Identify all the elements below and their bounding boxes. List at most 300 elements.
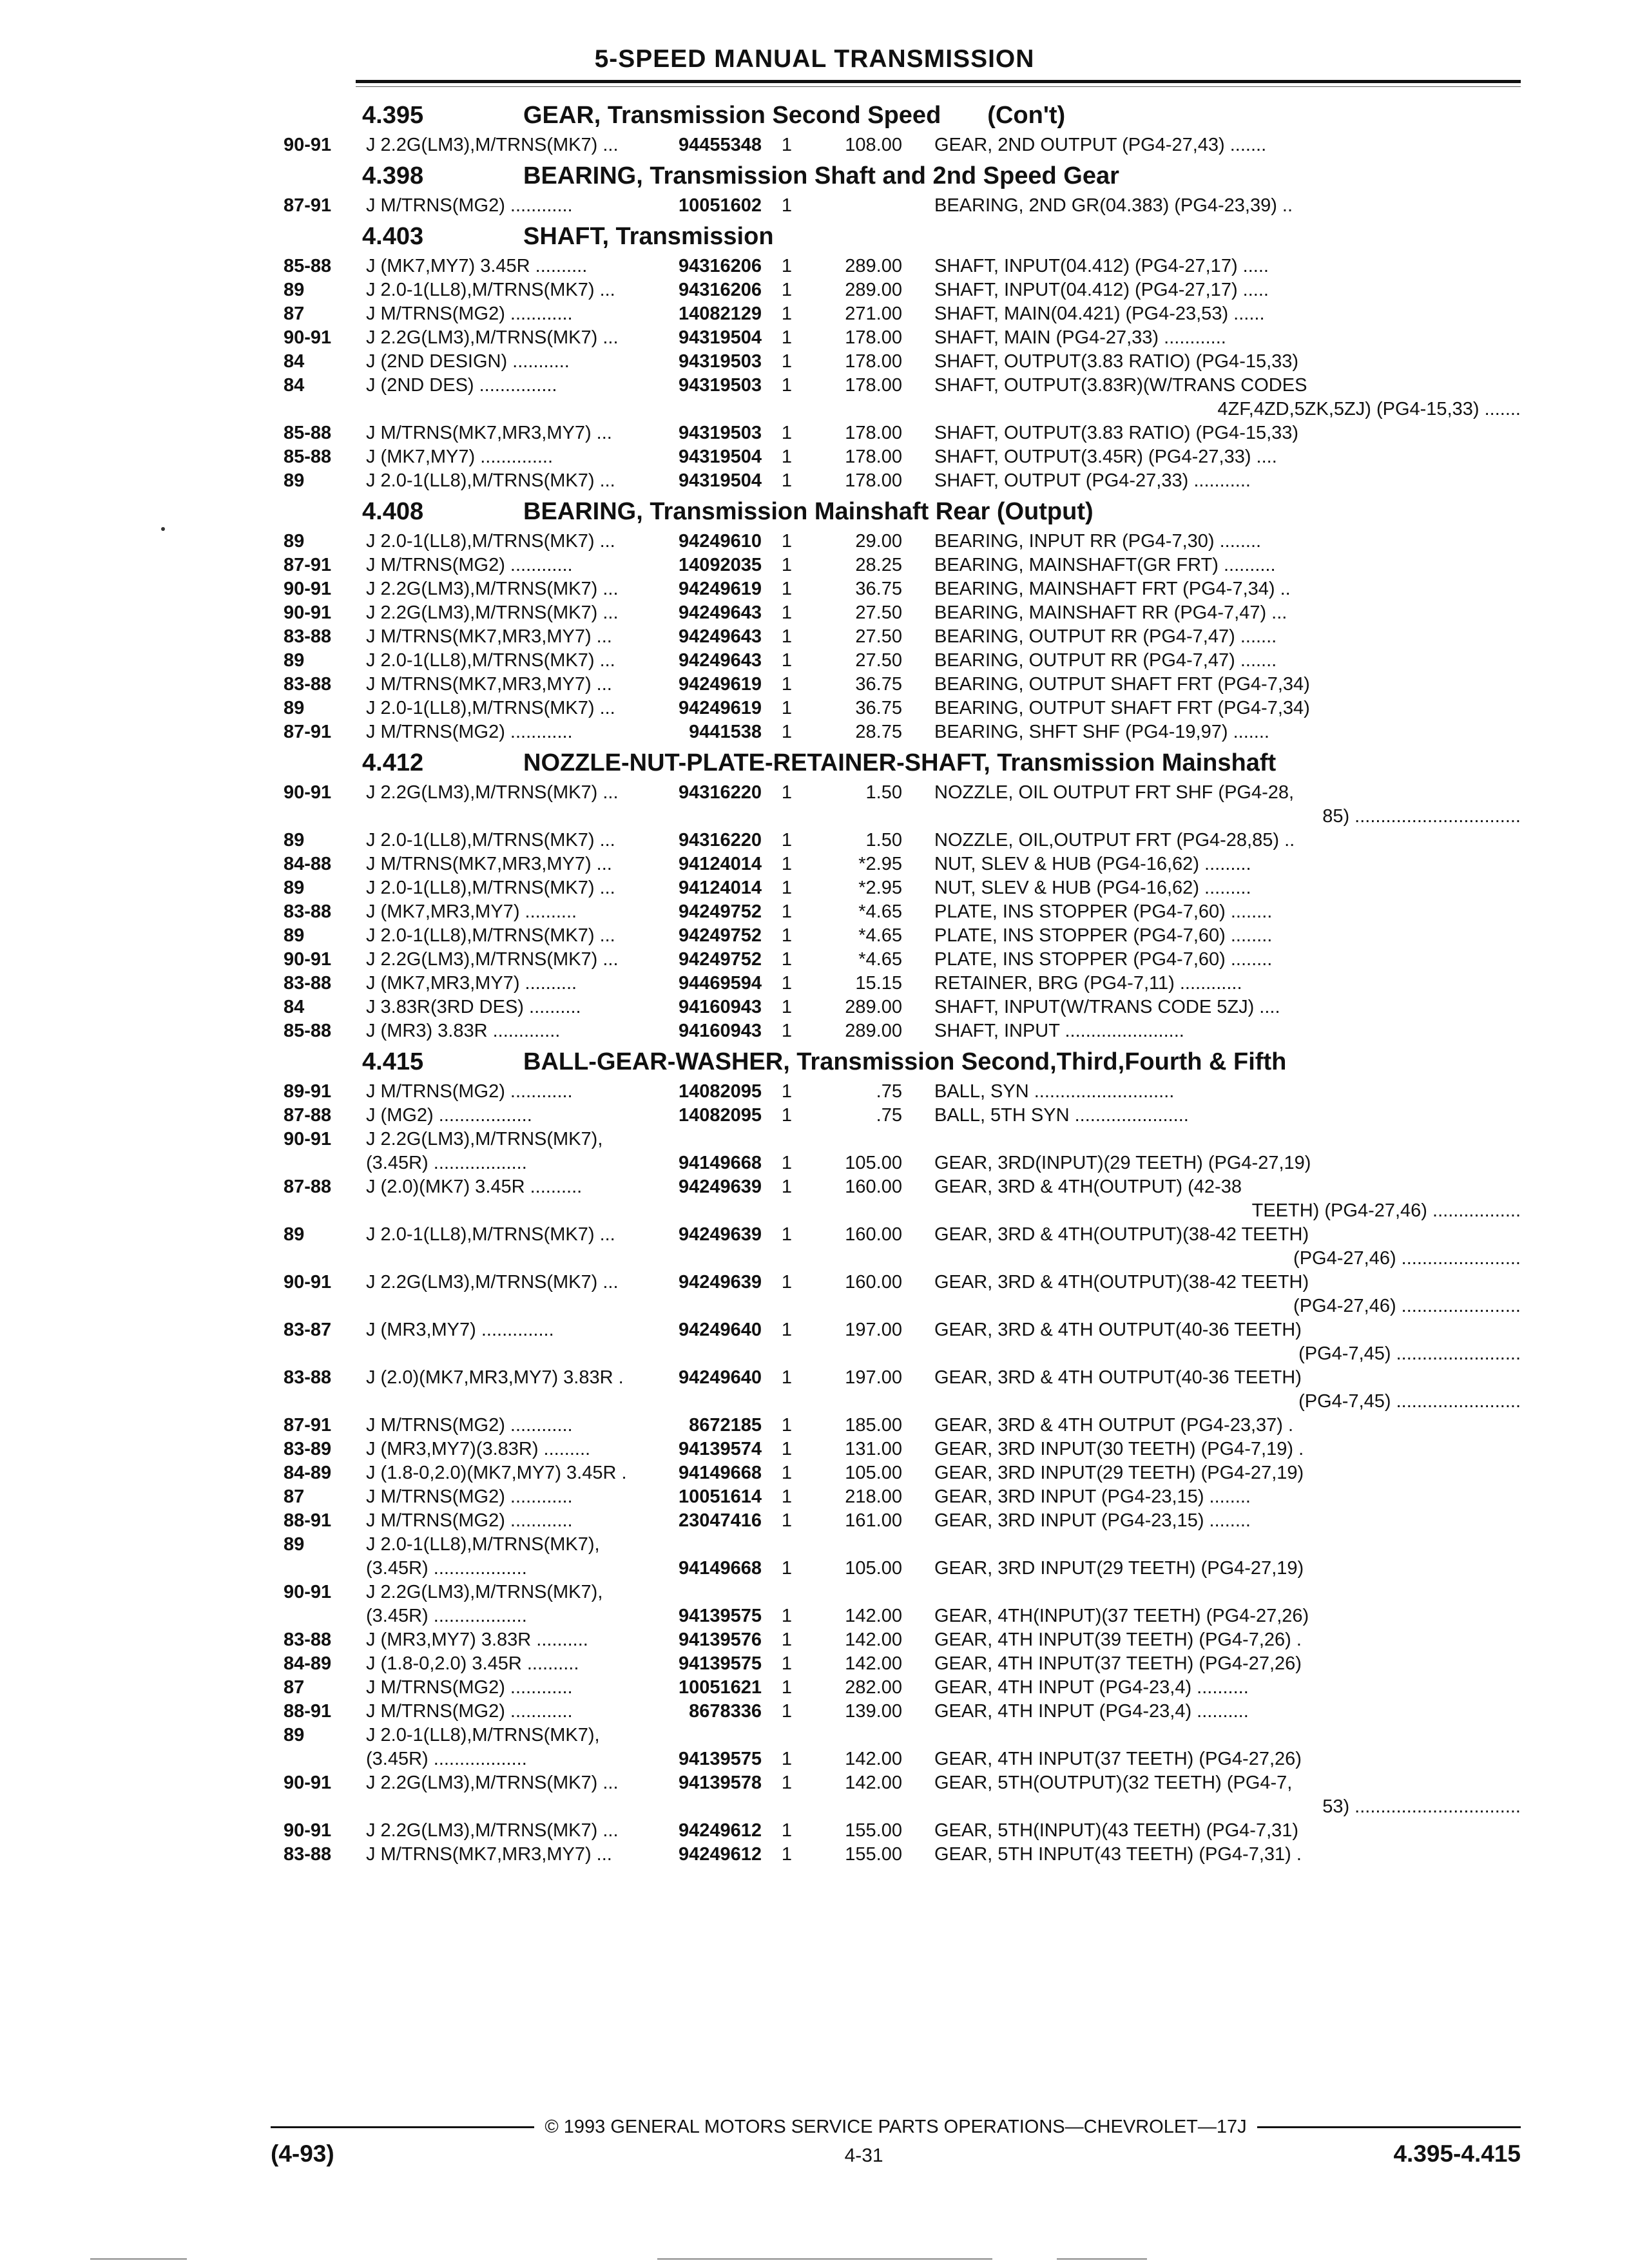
column-gap (902, 1461, 934, 1485)
quantity: 1 (781, 1773, 793, 1793)
part-name (934, 1223, 1521, 1271)
column-gap (902, 1019, 934, 1043)
model-years: 84 (284, 375, 305, 396)
column-gap (902, 326, 934, 350)
part-number: 94319503 (678, 375, 762, 396)
quantity: 1 (781, 195, 793, 216)
quantity: 1 (781, 1153, 793, 1173)
quantity: 1 (781, 470, 793, 491)
column-gap (902, 900, 934, 924)
part-name-line: 4ZF,4ZD,5ZK,5ZJ) (PG4-15,33) ....... (1217, 399, 1521, 419)
list-price: 105.00 (845, 1558, 902, 1579)
part-number: 94319504 (678, 327, 762, 348)
part-number: 94139575 (678, 1749, 762, 1769)
model-years: 83-88 (284, 674, 332, 695)
part-number: 94249619 (678, 579, 762, 599)
quantity: 1 (781, 447, 793, 467)
part-name (934, 649, 1521, 673)
part-name (934, 1461, 1521, 1485)
revision-date: (4-93) (271, 2140, 334, 2167)
list-price: 178.00 (845, 327, 902, 348)
parts-row (284, 1318, 1521, 1366)
list-price: 142.00 (845, 1606, 902, 1626)
quantity: 1 (781, 1701, 793, 1722)
model-years: 84-88 (284, 854, 332, 874)
application-desc: (3.45R) .................. (366, 1749, 527, 1769)
part-name-line: GEAR, 3RD & 4TH OUTPUT(40-36 TEETH) (934, 1320, 1302, 1340)
model-years: 83-89 (284, 1439, 332, 1459)
application-desc: J 2.0-1(LL8),M/TRNS(MK7) ... (366, 830, 615, 850)
parts-row (284, 445, 1521, 469)
list-price: 197.00 (845, 1367, 902, 1388)
application-desc: J (MK7,MY7) 3.45R .......... (366, 256, 588, 276)
part-number: 94139574 (678, 1439, 762, 1459)
part-number: 94249752 (678, 901, 762, 922)
model-years: 90-91 (284, 1129, 332, 1149)
quantity: 1 (781, 327, 793, 348)
list-price: 28.25 (855, 555, 902, 575)
column-gap (902, 1366, 934, 1414)
part-name (934, 601, 1521, 625)
parts-row (284, 194, 1521, 218)
part-name (934, 876, 1521, 900)
part-number: 94139575 (678, 1606, 762, 1626)
column-gap (902, 995, 934, 1019)
list-price: 36.75 (855, 579, 902, 599)
part-number: 94249640 (678, 1320, 762, 1340)
section-title: BEARING, Transmission Mainshaft Rear (Output) (523, 498, 1094, 525)
part-name-line: (PG4-27,46) ....................... (1293, 1248, 1521, 1269)
part-number: 94124014 (678, 854, 762, 874)
column-gap (902, 625, 934, 649)
application-desc: J M/TRNS(MK7,MR3,MY7) ... (366, 626, 612, 647)
quantity: 1 (781, 674, 793, 695)
application-desc: J M/TRNS(MG2) ............ (366, 1677, 573, 1698)
part-number: 10051621 (678, 1677, 762, 1698)
part-name-line: SHAFT, MAIN (PG4-27,33) ............ (934, 327, 1226, 348)
application-desc: J (MR3,MY7) .............. (366, 1320, 554, 1340)
model-years: 89-91 (284, 1081, 332, 1102)
section-heading (284, 157, 1521, 194)
part-number: 94249619 (678, 698, 762, 718)
parts-row (284, 1676, 1521, 1700)
part-name (934, 1724, 1521, 1747)
column-gap (902, 1414, 934, 1437)
application-desc: J (2.0)(MK7,MR3,MY7) 3.83R . (366, 1367, 624, 1388)
application-desc: J M/TRNS(MK7,MR3,MY7) ... (366, 674, 612, 695)
application-desc: J 2.2G(LM3),M/TRNS(MK7), (366, 1582, 603, 1602)
quantity: 1 (781, 878, 793, 898)
application-desc: J (2.0)(MK7) 3.45R .......... (366, 1177, 583, 1197)
list-price: 131.00 (845, 1439, 902, 1459)
model-years: 90-91 (284, 1773, 332, 1793)
parts-row (284, 1557, 1521, 1581)
application-desc: J (MK7,MR3,MY7) .......... (366, 901, 577, 922)
section-range: 4.395-4.415 (1393, 2140, 1521, 2167)
model-years: 84-89 (284, 1653, 332, 1674)
model-years: 89 (284, 878, 305, 898)
list-price: 105.00 (845, 1463, 902, 1483)
model-years: 87-88 (284, 1177, 332, 1197)
part-name (934, 374, 1521, 421)
quantity: 1 (781, 1272, 793, 1293)
model-years: 87-91 (284, 195, 332, 216)
part-number: 94249643 (678, 650, 762, 671)
part-name (934, 972, 1521, 995)
column-gap (902, 1581, 934, 1604)
part-number: 10051614 (678, 1486, 762, 1507)
scan-artifact (90, 2258, 187, 2260)
application-desc: J 2.0-1(LL8),M/TRNS(MK7) ... (366, 878, 615, 898)
part-name-line: GEAR, 3RD & 4TH(OUTPUT)(38-42 TEETH) (934, 1272, 1309, 1293)
list-price: 27.50 (855, 602, 902, 623)
model-years: 89 (284, 650, 305, 671)
column-gap (902, 194, 934, 218)
application-desc: J 2.2G(LM3),M/TRNS(MK7) ... (366, 602, 619, 623)
part-name (934, 1652, 1521, 1676)
parts-listing (284, 97, 1521, 1867)
application-desc: J 2.0-1(LL8),M/TRNS(MK7) ... (366, 280, 615, 300)
parts-row (284, 673, 1521, 697)
parts-row (284, 1104, 1521, 1128)
column-gap (902, 649, 934, 673)
part-name-line: SHAFT, OUTPUT(3.83R)(W/TRANS CODES (934, 375, 1307, 396)
application-desc: J 2.0-1(LL8),M/TRNS(MK7), (366, 1534, 600, 1555)
part-name (934, 1080, 1521, 1104)
quantity: 1 (781, 1606, 793, 1626)
part-number (670, 1533, 762, 1557)
list-price: 160.00 (845, 1272, 902, 1293)
parts-row (284, 326, 1521, 350)
list-price: *4.65 (858, 901, 902, 922)
part-name-line: BEARING, SHFT SHF (PG4-19,97) ....... (934, 722, 1269, 742)
quantity (762, 1581, 812, 1604)
part-name-line: GEAR, 3RD INPUT (PG4-23,15) ........ (934, 1510, 1251, 1531)
column-gap (902, 1557, 934, 1581)
list-price: 160.00 (845, 1224, 902, 1245)
column-gap (902, 948, 934, 972)
parts-row (284, 1771, 1521, 1819)
column-gap (902, 255, 934, 278)
part-number: 94249610 (678, 531, 762, 552)
parts-row (284, 876, 1521, 900)
list-price: 178.00 (845, 447, 902, 467)
part-name-line: BEARING, INPUT RR (PG4-7,30) ........ (934, 531, 1262, 552)
application-desc: J 2.0-1(LL8),M/TRNS(MK7) ... (366, 531, 615, 552)
part-number: 94316220 (678, 782, 762, 803)
list-price: 108.00 (845, 135, 902, 155)
column-gap (902, 1128, 934, 1151)
parts-row (284, 255, 1521, 278)
column-gap (902, 673, 934, 697)
column-gap (902, 1700, 934, 1724)
column-gap (902, 421, 934, 445)
parts-row (284, 1271, 1521, 1318)
model-years: 87-91 (284, 555, 332, 575)
part-name-line: GEAR, 3RD & 4TH OUTPUT (PG4-23,37) . (934, 1415, 1294, 1436)
list-price: 282.00 (845, 1677, 902, 1698)
application-desc: (3.45R) .................. (366, 1558, 527, 1579)
parts-row (284, 972, 1521, 995)
section-number: 4.408 (362, 498, 424, 525)
part-name-line: SHAFT, OUTPUT(3.83 RATIO) (PG4-15,33) (934, 351, 1299, 372)
part-number: 94139578 (678, 1773, 762, 1793)
column-gap (902, 829, 934, 852)
part-name-line: NOZZLE, OIL,OUTPUT FRT (PG4-28,85) .. (934, 830, 1295, 850)
part-name-line: GEAR, 5TH(OUTPUT)(32 TEETH) (PG4-7, (934, 1773, 1293, 1793)
part-name-line: GEAR, 3RD(INPUT)(29 TEETH) (PG4-27,19) (934, 1153, 1311, 1173)
application-desc: J M/TRNS(MG2) ............ (366, 303, 573, 324)
part-name (934, 995, 1521, 1019)
quantity: 1 (781, 375, 793, 396)
part-name-line: GEAR, 4TH INPUT (PG4-23,4) .......... (934, 1677, 1249, 1698)
section-title: GEAR, Transmission Second Speed (523, 102, 941, 129)
model-years: 89 (284, 698, 305, 718)
quantity: 1 (781, 1367, 793, 1388)
model-years: 89 (284, 1534, 305, 1555)
column-gap (902, 1175, 934, 1223)
part-number (670, 1724, 762, 1747)
list-price: 178.00 (845, 375, 902, 396)
part-number: 94469594 (678, 973, 762, 994)
part-name (934, 1366, 1521, 1414)
list-price: 142.00 (845, 1653, 902, 1674)
list-price: 289.00 (845, 1021, 902, 1041)
parts-row (284, 924, 1521, 948)
part-name (934, 530, 1521, 553)
section-heading (284, 1043, 1521, 1080)
quantity: 1 (781, 1081, 793, 1102)
quantity: 1 (781, 1439, 793, 1459)
column-gap (902, 1271, 934, 1318)
column-gap (902, 278, 934, 302)
model-years (284, 1604, 366, 1628)
model-years: 87-91 (284, 722, 332, 742)
part-name (934, 1843, 1521, 1867)
section-number: 4.395 (362, 102, 424, 129)
part-number: 94249639 (678, 1224, 762, 1245)
parts-row (284, 1604, 1521, 1628)
section-continued: (Con't) (987, 102, 1066, 129)
parts-row (284, 1533, 1521, 1557)
part-name (934, 255, 1521, 278)
part-number: 94160943 (678, 1021, 762, 1041)
part-number: 14082095 (678, 1105, 762, 1126)
column-gap (902, 1151, 934, 1175)
part-name-line: GEAR, 3RD INPUT(29 TEETH) (PG4-27,19) (934, 1463, 1304, 1483)
model-years: 83-88 (284, 973, 332, 994)
part-name-line: PLATE, INS STOPPER (PG4-7,60) ........ (934, 925, 1273, 946)
quantity: 1 (781, 135, 793, 155)
part-name-line: SHAFT, INPUT(04.412) (PG4-27,17) ..... (934, 280, 1269, 300)
part-name-line: NOZZLE, OIL OUTPUT FRT SHF (PG4-28, (934, 782, 1295, 803)
parts-row (284, 1509, 1521, 1533)
parts-row (284, 530, 1521, 553)
model-years: 89 (284, 1725, 305, 1745)
list-price: 142.00 (845, 1749, 902, 1769)
part-name-line: BALL, SYN ........................... (934, 1081, 1175, 1102)
part-name-line: GEAR, 4TH INPUT(39 TEETH) (PG4-7,26) . (934, 1629, 1302, 1650)
parts-row (284, 1366, 1521, 1414)
section-number: 4.403 (362, 223, 424, 250)
quantity: 1 (781, 531, 793, 552)
part-name-line: BEARING, OUTPUT SHAFT FRT (PG4-7,34) (934, 674, 1310, 695)
column-gap (902, 553, 934, 577)
quantity: 1 (781, 698, 793, 718)
application-desc: J M/TRNS(MK7,MR3,MY7) ... (366, 423, 612, 443)
model-years: 90-91 (284, 782, 332, 803)
list-price: 27.50 (855, 626, 902, 647)
part-name-line: SHAFT, INPUT(W/TRANS CODE 5ZJ) .... (934, 997, 1280, 1017)
quantity: 1 (781, 1224, 793, 1245)
footer-rule-left (271, 2126, 534, 2128)
part-name (934, 697, 1521, 720)
list-price (812, 1724, 902, 1747)
model-years: 90-91 (284, 1272, 332, 1293)
part-name (934, 1104, 1521, 1128)
part-name-line: SHAFT, OUTPUT (PG4-27,33) ........... (934, 470, 1251, 491)
part-name-line: NUT, SLEV & HUB (PG4-16,62) ......... (934, 854, 1251, 874)
list-price: 105.00 (845, 1153, 902, 1173)
part-number: 94249752 (678, 925, 762, 946)
model-years: 83-88 (284, 1629, 332, 1650)
application-desc: J M/TRNS(MG2) ............ (366, 555, 573, 575)
parts-row (284, 649, 1521, 673)
quantity (762, 1128, 812, 1151)
part-name (934, 924, 1521, 948)
application-desc: J 2.2G(LM3),M/TRNS(MK7) ... (366, 1773, 619, 1793)
part-name (934, 720, 1521, 744)
part-name (934, 421, 1521, 445)
part-number: 94249640 (678, 1367, 762, 1388)
part-number: 94124014 (678, 878, 762, 898)
quantity: 1 (781, 1463, 793, 1483)
model-years: 89 (284, 531, 305, 552)
parts-row (284, 374, 1521, 421)
section-title: BALL-GEAR-WASHER, Transmission Second,Third,Fourth & Fifth (523, 1048, 1287, 1075)
part-name (934, 553, 1521, 577)
quantity: 1 (781, 423, 793, 443)
column-gap (902, 1652, 934, 1676)
quantity: 1 (781, 997, 793, 1017)
application-desc: J M/TRNS(MG2) ............ (366, 1510, 573, 1531)
part-name-line: PLATE, INS STOPPER (PG4-7,60) ........ (934, 901, 1273, 922)
model-years: 90-91 (284, 1820, 332, 1841)
parts-row (284, 1652, 1521, 1676)
part-number: 94316206 (678, 256, 762, 276)
part-name-line: SHAFT, INPUT(04.412) (PG4-27,17) ..... (934, 256, 1269, 276)
application-desc: J M/TRNS(MG2) ............ (366, 1415, 573, 1436)
column-gap (902, 350, 934, 374)
parts-row (284, 1485, 1521, 1509)
part-number: 94249639 (678, 1177, 762, 1197)
scan-artifact (657, 2258, 992, 2260)
parts-row (284, 1437, 1521, 1461)
section-title: SHAFT, Transmission (523, 223, 774, 250)
part-number: 8672185 (689, 1415, 762, 1436)
part-name-line: GEAR, 3RD INPUT(29 TEETH) (PG4-27,19) (934, 1558, 1304, 1579)
list-price: 185.00 (845, 1415, 902, 1436)
column-gap (902, 1747, 934, 1771)
quantity: 1 (781, 602, 793, 623)
model-years: 90-91 (284, 135, 332, 155)
quantity: 1 (781, 973, 793, 994)
part-number: 94139576 (678, 1629, 762, 1650)
quantity: 1 (781, 949, 793, 970)
parts-row (284, 625, 1521, 649)
part-name (934, 1271, 1521, 1318)
application-desc: J M/TRNS(MK7,MR3,MY7) ... (366, 1844, 612, 1865)
list-price: 142.00 (845, 1773, 902, 1793)
parts-row (284, 697, 1521, 720)
part-name (934, 948, 1521, 972)
header-rule-thin (356, 86, 1521, 87)
model-years: 89 (284, 1224, 305, 1245)
part-name (934, 1581, 1521, 1604)
parts-row (284, 852, 1521, 876)
model-years: 87-91 (284, 1415, 332, 1436)
part-name (934, 1557, 1521, 1581)
quantity: 1 (781, 303, 793, 324)
list-price: 1.50 (865, 782, 902, 803)
part-number: 14082129 (678, 303, 762, 324)
part-name (934, 1747, 1521, 1771)
quantity: 1 (781, 830, 793, 850)
part-name-line: BEARING, 2ND GR(04.383) (PG4-23,39) .. (934, 195, 1293, 216)
part-name-line: 85) ................................ (1322, 806, 1521, 827)
model-years: 85-88 (284, 447, 332, 467)
parts-row (284, 1080, 1521, 1104)
application-desc: J M/TRNS(MK7,MR3,MY7) ... (366, 854, 612, 874)
list-price (812, 1128, 902, 1151)
quantity: 1 (781, 1629, 793, 1650)
parts-row (284, 781, 1521, 829)
application-desc: J 2.2G(LM3),M/TRNS(MK7) ... (366, 135, 619, 155)
part-name-line: GEAR, 4TH(INPUT)(37 TEETH) (PG4-27,26) (934, 1606, 1309, 1626)
column-gap (902, 1604, 934, 1628)
list-price: *2.95 (858, 854, 902, 874)
part-name (934, 1151, 1521, 1175)
quantity: 1 (781, 280, 793, 300)
part-number: 94316220 (678, 830, 762, 850)
page-footer (271, 2117, 1521, 2167)
model-years: 85-88 (284, 1021, 332, 1041)
model-years: 88-91 (284, 1701, 332, 1722)
parts-row (284, 1724, 1521, 1747)
parts-row (284, 1843, 1521, 1867)
model-years: 83-87 (284, 1320, 332, 1340)
part-name-line: RETAINER, BRG (PG4-7,11) ............ (934, 973, 1242, 994)
list-price: 155.00 (845, 1820, 902, 1841)
quantity: 1 (781, 1820, 793, 1841)
part-number: 94139575 (678, 1653, 762, 1674)
part-name-line: GEAR, 3RD INPUT(30 TEETH) (PG4-7,19) . (934, 1439, 1304, 1459)
part-number: 94149668 (678, 1463, 762, 1483)
model-years: 83-88 (284, 626, 332, 647)
list-price (812, 1533, 902, 1557)
model-years: 89 (284, 470, 305, 491)
footer-rule-right (1257, 2126, 1521, 2128)
quantity: 1 (781, 650, 793, 671)
list-price: 36.75 (855, 674, 902, 695)
application-desc: J (MR3,MY7) 3.83R .......... (366, 1629, 588, 1650)
part-number: 14082095 (678, 1081, 762, 1102)
part-number: 94319504 (678, 470, 762, 491)
part-number: 94249643 (678, 626, 762, 647)
list-price: 197.00 (845, 1320, 902, 1340)
page-title: 5-SPEED MANUAL TRANSMISSION (594, 45, 1035, 73)
application-desc: J (MK7,MR3,MY7) .......... (366, 973, 577, 994)
